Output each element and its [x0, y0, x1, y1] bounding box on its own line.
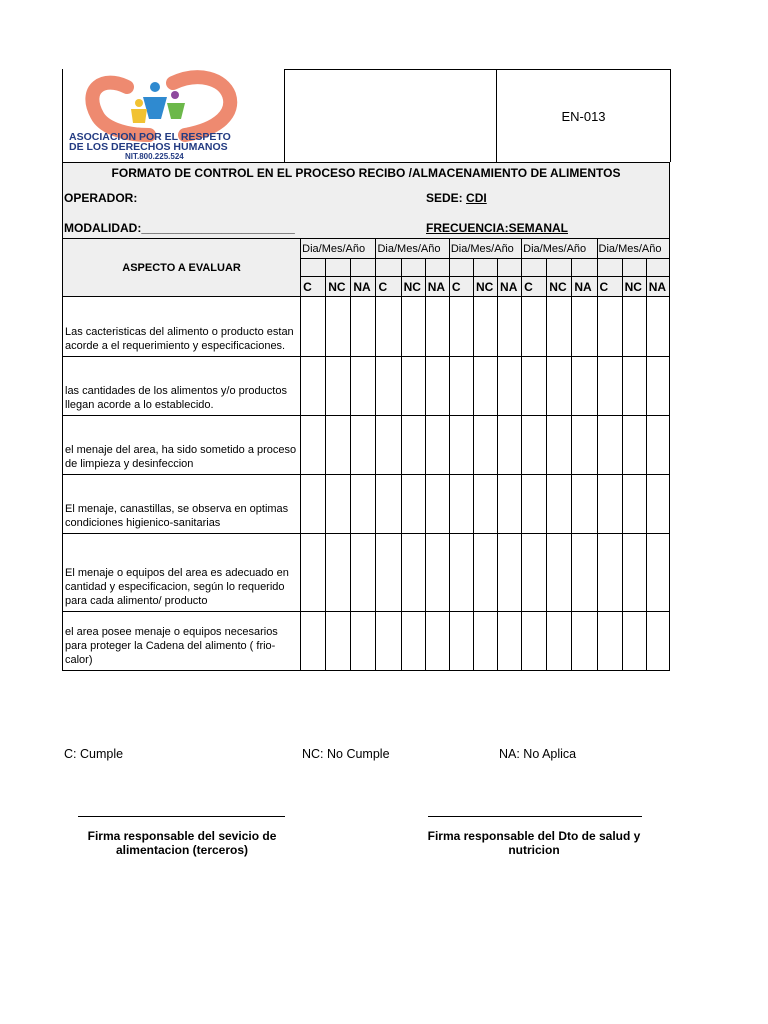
- status-header-c: C: [301, 277, 326, 297]
- date-entry-cell[interactable]: [597, 259, 622, 277]
- status-header-c: C: [597, 277, 622, 297]
- evaluation-cell[interactable]: [547, 297, 572, 357]
- date-entry-cell[interactable]: [351, 259, 376, 277]
- sede-field: [426, 191, 487, 205]
- logo-left-hand-shape: [92, 83, 149, 135]
- legend-no-cumple: NC: No Cumple: [302, 747, 390, 761]
- date-entry-cell[interactable]: [522, 259, 547, 277]
- status-header-na: NA: [572, 277, 597, 297]
- criterion-row: [63, 297, 670, 357]
- signature-label-right: Firma responsable del Dto de salud y nutricion: [427, 829, 641, 857]
- status-header-na: NA: [646, 277, 669, 297]
- evaluation-cell[interactable]: [401, 534, 425, 612]
- evaluation-cell[interactable]: [522, 416, 547, 475]
- evaluation-cell[interactable]: [597, 416, 622, 475]
- signature-label-left: Firma responsable del sevicio de alimentacion (terceros): [87, 829, 277, 857]
- evaluation-cell[interactable]: [326, 416, 351, 475]
- date-header: Dia/Mes/Año: [597, 239, 669, 259]
- evaluation-cell[interactable]: [522, 475, 547, 534]
- evaluation-cell[interactable]: [473, 475, 497, 534]
- evaluation-cell[interactable]: [351, 612, 376, 671]
- date-header-row: [63, 239, 670, 259]
- evaluation-cell[interactable]: [597, 297, 622, 357]
- logo-figure-head-blue: [150, 82, 160, 92]
- evaluation-cell[interactable]: [473, 534, 497, 612]
- logo-nit: NIT.800.225.524: [125, 152, 184, 161]
- form-code: EN-013: [496, 69, 671, 162]
- evaluation-cell[interactable]: [522, 357, 547, 416]
- date-entry-cell[interactable]: [425, 259, 449, 277]
- evaluation-cell[interactable]: [449, 416, 473, 475]
- evaluation-cell[interactable]: [351, 475, 376, 534]
- status-header-nc: NC: [622, 277, 646, 297]
- evaluation-cell[interactable]: [376, 475, 401, 534]
- evaluation-cell[interactable]: [401, 357, 425, 416]
- date-header: Dia/Mes/Año: [301, 239, 376, 259]
- criterion-text-cell: [63, 297, 301, 357]
- criterion-row: [63, 416, 670, 475]
- criterion-row: [63, 612, 670, 671]
- criterion-text: el area posee menaje o equipos necesarios para proteger la Cadena del alimento ( frio-calor): [65, 626, 278, 666]
- evaluation-cell[interactable]: [547, 534, 572, 612]
- evaluation-cell[interactable]: [301, 357, 326, 416]
- evaluation-cell[interactable]: [498, 416, 522, 475]
- criterion-row: [63, 357, 670, 416]
- evaluation-cell[interactable]: [473, 612, 497, 671]
- date-entry-cell[interactable]: [449, 259, 473, 277]
- date-entry-cell[interactable]: [547, 259, 572, 277]
- status-header-nc: NC: [401, 277, 425, 297]
- logo-graphic: [63, 69, 285, 162]
- evaluation-cell[interactable]: [351, 416, 376, 475]
- evaluation-cell[interactable]: [622, 357, 646, 416]
- date-entry-cell[interactable]: [473, 259, 497, 277]
- evaluation-cell[interactable]: [351, 534, 376, 612]
- criterion-text-cell: [63, 534, 301, 612]
- modalidad-blank-line: _______________________: [141, 221, 295, 235]
- criterion-text: El menaje, canastillas, se observa en optimas condiciones higienico-sanitarias: [65, 503, 289, 529]
- logo-figure-body-yellow: [131, 109, 147, 123]
- evaluation-cell[interactable]: [301, 475, 326, 534]
- status-header-na: NA: [351, 277, 376, 297]
- status-header-c: C: [376, 277, 401, 297]
- criterion-text-cell: [63, 475, 301, 534]
- evaluation-cell[interactable]: [572, 612, 597, 671]
- signature-line-right: [428, 816, 642, 817]
- criterion-text-cell: [63, 357, 301, 416]
- criterion-text: las cantidades de los alimentos y/o productos llegan acorde a lo establecido.: [65, 385, 287, 411]
- date-header: Dia/Mes/Año: [376, 239, 449, 259]
- evaluation-cell[interactable]: [597, 357, 622, 416]
- status-header-nc: NC: [473, 277, 497, 297]
- evaluation-cell[interactable]: [425, 416, 449, 475]
- evaluation-cell[interactable]: [449, 357, 473, 416]
- criterion-text: Las cacteristicas del alimento o producto estan acorde a el requerimiento y especificaciones.: [65, 326, 294, 352]
- evaluation-cell[interactable]: [473, 416, 497, 475]
- evaluation-cell[interactable]: [301, 416, 326, 475]
- evaluation-cell[interactable]: [301, 534, 326, 612]
- evaluation-cell[interactable]: [473, 297, 497, 357]
- criterion-text: El menaje o equipos del area es adecuado en cantidad y especificacion, según lo requerido para cada alimento/ producto: [65, 567, 289, 607]
- status-header-nc: NC: [326, 277, 351, 297]
- evaluation-cell[interactable]: [597, 612, 622, 671]
- date-header: Dia/Mes/Año: [522, 239, 597, 259]
- evaluation-cell[interactable]: [376, 416, 401, 475]
- evaluation-cell[interactable]: [646, 297, 669, 357]
- evaluation-cell[interactable]: [449, 297, 473, 357]
- evaluation-cell[interactable]: [572, 357, 597, 416]
- evaluation-cell[interactable]: [326, 357, 351, 416]
- header-blank-cell: [284, 69, 497, 162]
- evaluation-cell[interactable]: [547, 475, 572, 534]
- evaluation-cell[interactable]: [622, 297, 646, 357]
- evaluation-cell[interactable]: [326, 612, 351, 671]
- date-entry-cell[interactable]: [326, 259, 351, 277]
- evaluation-cell[interactable]: [522, 297, 547, 357]
- evaluation-cell[interactable]: [401, 297, 425, 357]
- evaluation-cell[interactable]: [326, 534, 351, 612]
- evaluation-cell[interactable]: [351, 357, 376, 416]
- evaluation-cell[interactable]: [572, 416, 597, 475]
- evaluation-cell[interactable]: [572, 297, 597, 357]
- evaluation-cell[interactable]: [351, 297, 376, 357]
- evaluation-cell[interactable]: [449, 612, 473, 671]
- criterion-text-cell: [63, 416, 301, 475]
- evaluation-cell[interactable]: [646, 612, 669, 671]
- status-header-nc: NC: [547, 277, 572, 297]
- logo-org-line2: DE LOS DERECHOS HUMANOS: [69, 141, 228, 153]
- evaluation-cell[interactable]: [449, 534, 473, 612]
- status-header-c: C: [522, 277, 547, 297]
- evaluation-cell[interactable]: [646, 357, 669, 416]
- evaluation-cell[interactable]: [622, 612, 646, 671]
- criterion-row: [63, 534, 670, 612]
- status-header-c: C: [449, 277, 473, 297]
- evaluation-cell[interactable]: [646, 475, 669, 534]
- signature-line-left: [78, 816, 285, 817]
- evaluation-cell[interactable]: [622, 416, 646, 475]
- evaluation-cell[interactable]: [473, 357, 497, 416]
- form-title: FORMATO DE CONTROL EN EL PROCESO RECIBO /ALMACENAMIENTO DE ALIMENTOS: [111, 166, 621, 180]
- criterion-row: [63, 475, 670, 534]
- evaluation-cell[interactable]: [498, 534, 522, 612]
- evaluation-cell[interactable]: [401, 612, 425, 671]
- evaluation-cell[interactable]: [425, 357, 449, 416]
- evaluation-cell[interactable]: [597, 534, 622, 612]
- modalidad-field: [64, 221, 295, 235]
- evaluation-cell[interactable]: [401, 475, 425, 534]
- evaluation-cell[interactable]: [547, 612, 572, 671]
- frecuencia-label: FRECUENCIA:SEMANAL: [426, 221, 568, 235]
- date-entry-cell[interactable]: [401, 259, 425, 277]
- form-info-block: [62, 162, 670, 238]
- criterion-text-cell: [63, 612, 301, 671]
- evaluation-cell[interactable]: [425, 534, 449, 612]
- date-header: Dia/Mes/Año: [449, 239, 521, 259]
- evaluation-cell[interactable]: [498, 357, 522, 416]
- evaluation-cell[interactable]: [449, 475, 473, 534]
- date-entry-cell[interactable]: [301, 259, 326, 277]
- evaluation-cell[interactable]: [522, 534, 547, 612]
- aspect-header: ASPECTO A EVALUAR: [63, 239, 301, 297]
- evaluation-cell[interactable]: [547, 357, 572, 416]
- evaluation-cell[interactable]: [572, 475, 597, 534]
- logo-figure-body-green: [167, 103, 185, 119]
- evaluation-cell[interactable]: [425, 475, 449, 534]
- evaluation-cell[interactable]: [376, 297, 401, 357]
- criterion-text: el menaje del area, ha sido sometido a proceso de limpieza y desinfeccion: [65, 444, 297, 470]
- sede-value: CDI: [466, 191, 487, 205]
- evaluation-cell[interactable]: [597, 475, 622, 534]
- form-sheet: [62, 69, 670, 857]
- modalidad-label: MODALIDAD:: [64, 221, 142, 235]
- status-header-na: NA: [425, 277, 449, 297]
- evaluation-cell[interactable]: [622, 475, 646, 534]
- evaluation-cell[interactable]: [376, 612, 401, 671]
- legend-no-aplica: NA: No Aplica: [499, 747, 577, 761]
- date-entry-cell[interactable]: [498, 259, 522, 277]
- evaluation-cell[interactable]: [376, 534, 401, 612]
- evaluation-cell[interactable]: [572, 534, 597, 612]
- evaluation-cell[interactable]: [376, 357, 401, 416]
- logo-figure-head-purple: [171, 91, 179, 99]
- evaluation-cell[interactable]: [622, 534, 646, 612]
- evaluation-cell[interactable]: [301, 612, 326, 671]
- sede-label: SEDE:: [426, 191, 463, 205]
- date-entry-cell[interactable]: [572, 259, 597, 277]
- status-header-na: NA: [498, 277, 522, 297]
- evaluation-cell[interactable]: [301, 297, 326, 357]
- evaluation-cell[interactable]: [326, 297, 351, 357]
- date-entry-cell[interactable]: [622, 259, 646, 277]
- evaluation-cell[interactable]: [498, 612, 522, 671]
- evaluation-cell[interactable]: [498, 297, 522, 357]
- logo-figure-head-yellow: [135, 99, 143, 107]
- evaluation-table: [62, 238, 670, 671]
- date-entry-cell[interactable]: [376, 259, 401, 277]
- evaluation-cell[interactable]: [425, 297, 449, 357]
- evaluation-cell[interactable]: [522, 612, 547, 671]
- evaluation-cell[interactable]: [401, 416, 425, 475]
- logo-figure-body-blue: [143, 97, 167, 119]
- evaluation-cell[interactable]: [498, 475, 522, 534]
- logo-org-line1: ASOCIACION POR EL RESPETO: [69, 131, 231, 143]
- legend-cumple: C: Cumple: [64, 747, 124, 761]
- operador-label: OPERADOR:: [64, 191, 138, 205]
- evaluation-cell[interactable]: [425, 612, 449, 671]
- form-header: [62, 69, 670, 162]
- date-entry-cell[interactable]: [646, 259, 669, 277]
- evaluation-cell[interactable]: [646, 416, 669, 475]
- evaluation-cell[interactable]: [646, 534, 669, 612]
- organization-logo: [62, 69, 285, 162]
- evaluation-cell[interactable]: [326, 475, 351, 534]
- evaluation-cell[interactable]: [547, 416, 572, 475]
